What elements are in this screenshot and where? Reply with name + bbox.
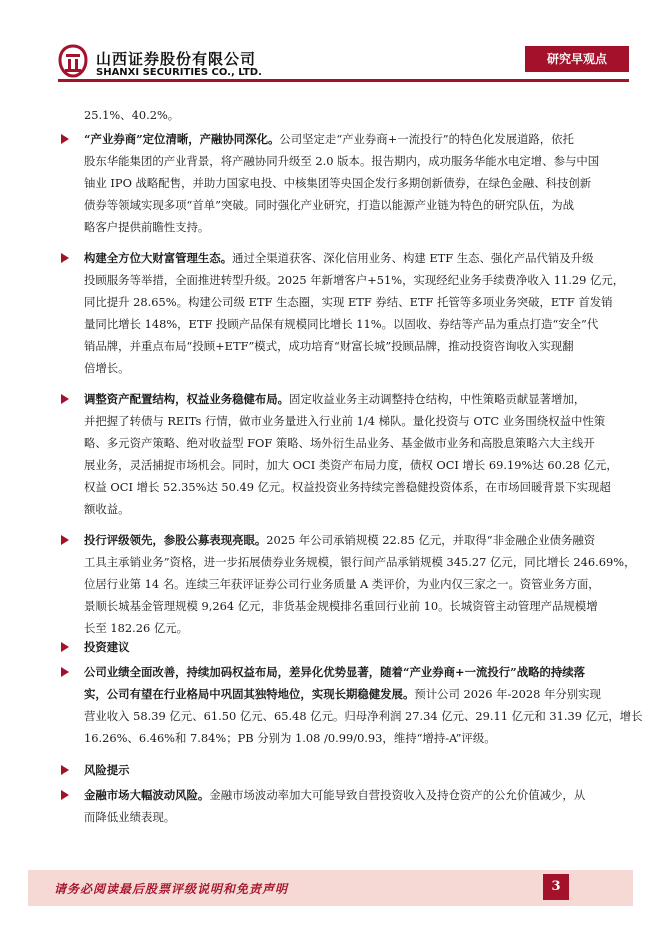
text-line: 略、多元资产策略、绝对收益型 FOF 策略、场外衍生品业务、基金做市业务和高股息策略六大主线开 bbox=[84, 436, 595, 450]
text-line: 展业务，灵活捕捉市场机会。同时，加大 OCI 类资产布局力度，债权 OCI 增长 69.19%达 60.28 亿元， bbox=[84, 458, 618, 472]
page-number-badge bbox=[543, 874, 569, 900]
text-line: 股东华能集团的产业背景，将产融协同升级至 2.0 版本。报告期内，成功服务华能水电定增、参与中国 bbox=[84, 154, 600, 168]
arrow-bullet-icon bbox=[58, 639, 72, 655]
text-line: 额收益。 bbox=[84, 502, 130, 516]
text-line: 长至 182.26 亿元。 bbox=[84, 621, 189, 635]
text-line: 位居行业第 14 名。连续三年获评证券公司行业务质量 A 类评价，为业内仅三家之一。资管业务方面， bbox=[84, 577, 600, 591]
arrow-bullet-icon bbox=[58, 762, 72, 778]
arrow-bullet-icon bbox=[58, 532, 72, 548]
text-line: 量同比增长 148%，ETF 投顾产品保有规模同比增长 11%。以固收、券结等产品为重点打造“安全”代 bbox=[84, 317, 599, 331]
company-logo-icon bbox=[58, 44, 88, 78]
paragraph-lead: 构建全方位大财富管理生态。 bbox=[84, 251, 233, 265]
arrow-bullet-icon bbox=[58, 131, 72, 147]
paragraph-text: 金融市场波动率加大可能导致自营投资收入及持仓资产的公允价值减少，从 bbox=[209, 788, 586, 802]
paragraph-text: 预计公司 2026 年-2028 年分别实现 bbox=[414, 687, 601, 701]
text-line: 营业收入 58.39 亿元、61.50 亿元、65.48 亿元。归母净利润 27.34 亿元、29.11 亿元和 31.39 亿元，增长 bbox=[84, 709, 643, 723]
paragraph-line bbox=[84, 391, 585, 407]
paragraph-lead: 调整资产配置结构，权益业务稳健布局。 bbox=[84, 392, 290, 406]
text-line: 而降低业绩表现。 bbox=[84, 810, 176, 824]
paragraph-line bbox=[84, 532, 595, 548]
text-line: 销品牌，并重点布局“投顾+ETF”模式，成功培育“财富长城”投顾品牌，推动投资咨询收入实现翻 bbox=[84, 339, 574, 353]
paragraph-text: 通过全渠道获客、深化信用业务、构建 ETF 生态、强化产品代销及升级 bbox=[232, 251, 594, 265]
text-line: 债券等领域实现多项“首单”突破。同时强化产业研究，打造以能源产业链为特色的研究队伍，为战 bbox=[84, 198, 575, 212]
arrow-bullet-icon bbox=[58, 787, 72, 803]
text-line: 同比提升 28.65%。构建公司级 ETF 生态圈，实现 ETF 券结、ETF 托管等多项业务突破，ETF 首发销 bbox=[84, 295, 613, 309]
header-divider bbox=[58, 79, 629, 82]
text-line: 16.26%、6.46%和 7.84%；PB 分别为 1.08 /0.99/0.93，维持“增持-A”评级。 bbox=[84, 731, 496, 745]
footer-disclaimer: 请务必阅读最后股票评级说明和免责声明 bbox=[54, 882, 289, 896]
text-line: 并把握了转债与 REITs 行情，做市业务量进入行业前 1/4 梯队。量化投资与 OTC 业务围绕权益中性策 bbox=[84, 414, 606, 428]
text-line: 景顺长城基金管理规模 9,264 亿元，非货基金规模排名重回行业前 10。长城资管主动管理产品规模增 bbox=[84, 599, 598, 613]
paragraph-lead: 投行评级领先，参股公募表现亮眼。 bbox=[84, 533, 267, 547]
paragraph-text: 2025 年公司承销规模 22.85 亿元，并取得“非金融企业债务融资 bbox=[266, 533, 596, 547]
text-line: 工具主承销业务”资格，进一步拓展债券业务规模，银行间产品承销规模 345.27 亿元，同比增长 246.69%， bbox=[84, 555, 636, 569]
report-type-badge bbox=[525, 46, 629, 72]
paragraph-line bbox=[84, 131, 574, 147]
report-type-label: 研究早观点 bbox=[546, 52, 607, 66]
paragraph-line bbox=[84, 686, 601, 702]
paragraph-line bbox=[84, 787, 585, 803]
paragraph-text: 公司坚定走“产业券商+一流投行”的特色化发展道路，依托 bbox=[279, 132, 574, 146]
text-line: 权益 OCI 增长 52.35%达 50.49 亿元。权益投资业务持续完善稳健投资体系，在市场回暖背景下实现超 bbox=[84, 480, 611, 494]
page-number: 3 bbox=[551, 879, 561, 894]
arrow-bullet-icon bbox=[58, 664, 72, 680]
section-heading-investment-advice: 投资建议 bbox=[84, 640, 130, 654]
paragraph-lead: 实，公司有望在行业格局中巩固其独特地位，实现长期稳健发展。 bbox=[84, 687, 415, 701]
company-name-en: SHANXI SECURITIES CO., LTD. bbox=[96, 67, 262, 78]
arrow-bullet-icon bbox=[58, 391, 72, 407]
company-name-cn: 山西证券股份有限公司 bbox=[96, 50, 257, 68]
text-line: 略客户提供前瞻性支持。 bbox=[84, 220, 210, 234]
paragraph-lead: 金融市场大幅波动风险。 bbox=[84, 788, 210, 802]
paragraph-line bbox=[84, 250, 593, 266]
text-line: 25.1%、40.2%。 bbox=[84, 108, 180, 122]
text-line: 铀业 IPO 战略配售，并助力国家电投、中核集团等央国企发行多期创新债券，在绿色金融、科技创新 bbox=[84, 176, 592, 190]
text-line: 倍增长。 bbox=[84, 361, 130, 375]
arrow-bullet-icon bbox=[58, 250, 72, 266]
paragraph-lead: “产业券商”定位清晰，产融协同深化。 bbox=[84, 132, 280, 146]
text-line: 投顾服务等举措，全面推进转型升级。2025 年新增客户+51%，实现经纪业务手续费净收入 11.29 亿元， bbox=[84, 273, 625, 287]
section-heading-risk-warning: 风险提示 bbox=[84, 763, 130, 777]
page-header bbox=[0, 0, 662, 100]
paragraph-text: 固定收益业务主动调整持仓结构，中性策略贡献显著增加， bbox=[289, 392, 586, 406]
paragraph-lead: 公司业绩全面改善，持续加码权益布局，差异化优势显著，随着“产业券商+一流投行”战略的持续落 bbox=[84, 665, 586, 679]
